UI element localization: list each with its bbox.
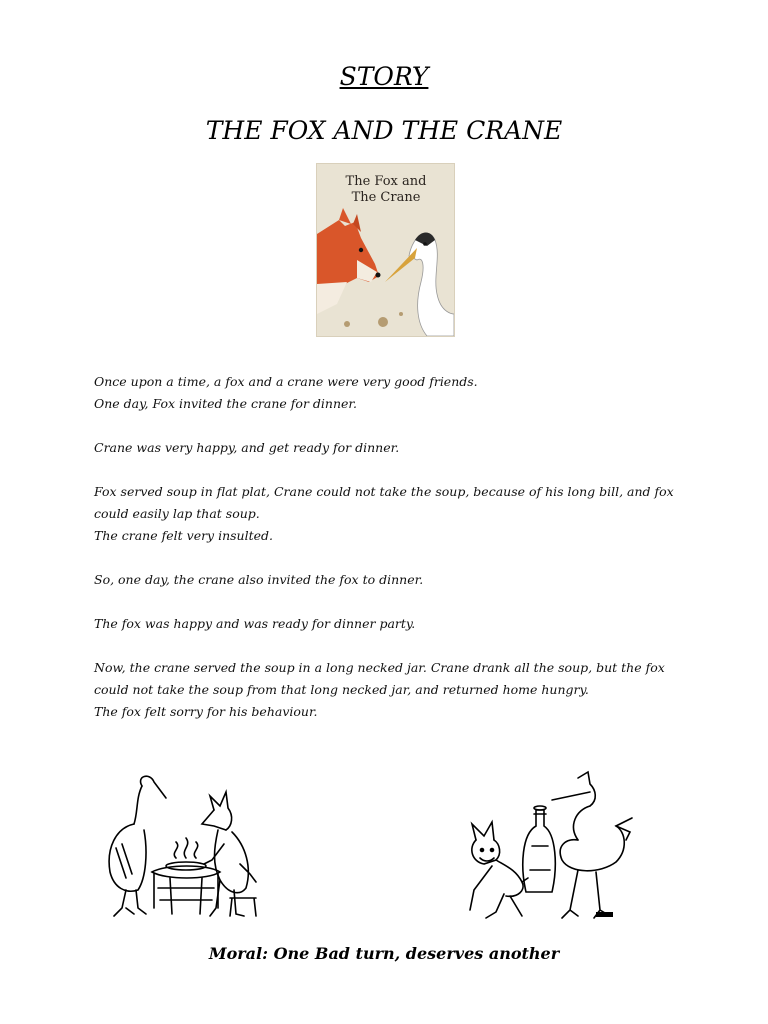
story-heading: STORY [339, 62, 429, 91]
story-title: THE FOX AND THE CRANE [205, 116, 563, 145]
story-moral: Moral: One Bad turn, deserves another [208, 944, 560, 963]
story-line: The fox was happy and was ready for dinner party. [94, 616, 416, 631]
cover-caption-line1: The Fox and [345, 174, 427, 189]
crane-fox-dinner-illustration [96, 768, 262, 918]
story-line: The crane felt very insulted. [94, 528, 274, 543]
illustration-credit-mark [596, 912, 613, 917]
story-line: Now, the crane served the soup in a long necked jar. Crane drank all the soup, but the fox [94, 660, 665, 675]
cover-illustration [316, 163, 455, 337]
story-line: The fox felt sorry for his behaviour. [94, 704, 318, 719]
story-line: Fox served soup in flat plat, Crane could not take the soup, because of his long bill, and fox [94, 484, 674, 499]
fox-crane-jar-illustration [466, 770, 634, 920]
story-line: Crane was very happy, and get ready for dinner. [94, 440, 400, 455]
story-line: could not take the soup from that long necked jar, and returned home hungry. [94, 682, 589, 697]
story-text [94, 371, 694, 723]
story-line: One day, Fox invited the crane for dinner. [94, 396, 357, 411]
story-line: Once upon a time, a fox and a crane were very good friends. [94, 374, 478, 389]
story-line: could easily lap that soup. [94, 506, 260, 521]
cover-caption [331, 174, 441, 206]
cover-caption-line2: The Crane [351, 190, 421, 205]
story-line: So, one day, the crane also invited the fox to dinner. [94, 572, 424, 587]
